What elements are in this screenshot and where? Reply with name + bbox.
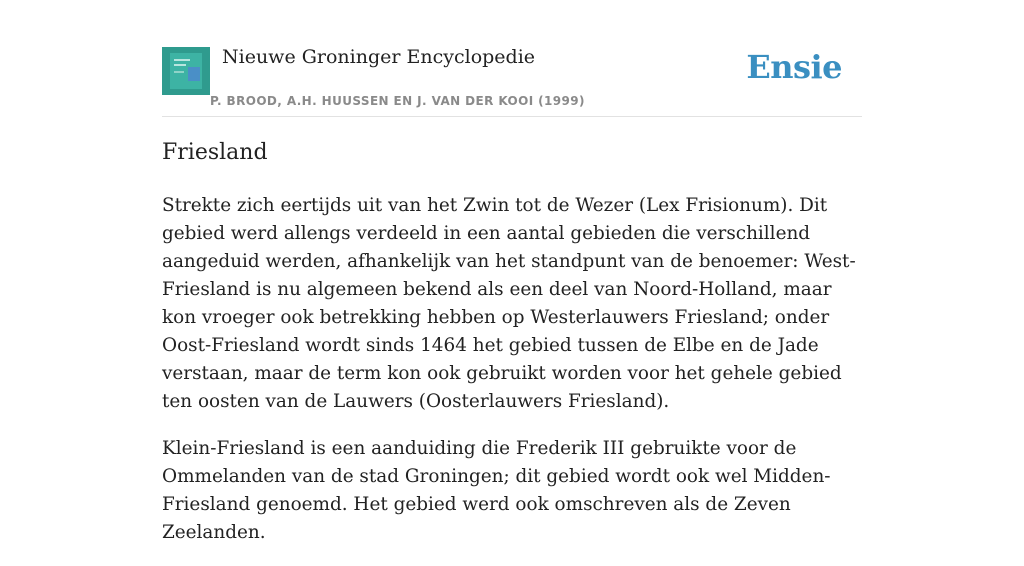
article-body (162, 192, 862, 566)
source-header (162, 44, 862, 117)
book-authors: P. BROOD, A.H. HUUSSEN EN J. VAN DER KOOI (1999) (210, 94, 585, 108)
book-cover-icon[interactable] (162, 47, 210, 95)
book-title[interactable]: Nieuwe Groninger Encyclopedie (222, 46, 536, 68)
article-paragraph: Klein-Friesland is een aanduiding die Frederik III gebruikte voor de Ommelanden van de stad Groningen; dit gebied wordt ook wel Midden-Friesland genoemd. Het gebied werd ook omschreven als de Zeven Zeelanden. (162, 438, 831, 543)
brand-logo[interactable]: Ensie (746, 48, 842, 86)
article-paragraph: Strekte zich eertijds uit van het Zwin tot de Wezer (Lex Frisionum). Dit gebied werd allengs verdeeld in een aantal gebieden die verschillend aangeduid werden, afhankelijk van het standpunt van de benoemer: West-Friesland is nu algemeen bekend als een deel van Noord-Holland, maar kon vroeger ook betrekking hebben op Westerlauwers Friesland; onder Oost-Friesland wordt sinds 1464 het gebied tussen de Elbe en de Jade verstaan, maar de term kon ook gebruikt worden voor het gehele gebied ten oosten van de Lauwers (Oosterlauwers Friesland). (162, 195, 856, 412)
article-title: Friesland (162, 140, 268, 165)
